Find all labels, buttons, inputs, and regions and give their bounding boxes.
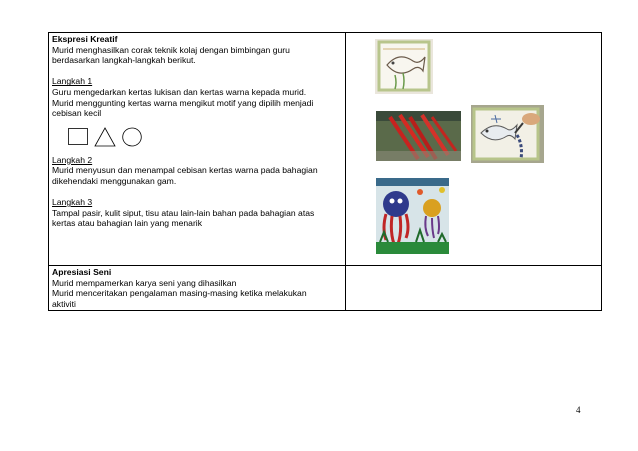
octopus-collage-photo bbox=[376, 178, 449, 254]
shape-icons bbox=[68, 127, 342, 147]
apresiasi-empty-cell bbox=[346, 266, 602, 311]
circle-icon bbox=[122, 127, 142, 147]
step-1-line: cebisan kecil bbox=[52, 108, 102, 119]
step-3-line: kertas atau bahagian lain yang menarik bbox=[52, 218, 203, 229]
apresiasi-line: Murid menceritakan pengalaman masing-masing ketika melakukan bbox=[52, 288, 307, 299]
step-1-line: Guru mengedarkan kertas lukisan dan kertas warna kepada murid. bbox=[52, 86, 307, 97]
apresiasi-text-cell bbox=[49, 266, 346, 311]
step-3-line: Tampal pasir, kulit siput, tisu atau lain-lain bahan pada bahagian atas bbox=[52, 207, 315, 218]
kreatif-text-cell bbox=[49, 33, 346, 266]
step-1-line: Murid menggunting kertas warna mengikut motif yang dipilih menjadi bbox=[52, 97, 314, 108]
fish-drawing-photo bbox=[375, 39, 433, 94]
red-paper-strips-photo bbox=[376, 111, 461, 161]
step-3-label: Langkah 3 bbox=[52, 197, 93, 208]
apresiasi-line: aktiviti bbox=[52, 298, 76, 309]
table-row bbox=[49, 266, 602, 311]
page-number: 4 bbox=[576, 405, 581, 415]
step-2-line: dikehendaki menggunakan gam. bbox=[52, 175, 177, 186]
fish-tracing-photo bbox=[471, 105, 544, 163]
kreatif-title: Ekspresi Kreatif bbox=[52, 34, 118, 44]
kreatif-intro-line: Murid menghasilkan corak teknik kolaj dengan bimbingan guru bbox=[52, 44, 290, 55]
square-icon bbox=[68, 128, 88, 145]
apresiasi-line: Murid mempamerkan karya seni yang dihasilkan bbox=[52, 277, 237, 288]
kreatif-photo-cell bbox=[346, 33, 602, 266]
apresiasi-title: Apresiasi Seni bbox=[52, 267, 112, 277]
step-2-line: Murid menyusun dan menampal cebisan kertas warna pada bahagian bbox=[52, 165, 318, 176]
triangle-icon bbox=[94, 127, 116, 147]
kreatif-intro-line: berdasarkan langkah-langkah berikut. bbox=[52, 55, 196, 66]
table-row bbox=[49, 33, 602, 266]
step-2-label: Langkah 2 bbox=[52, 154, 93, 165]
lesson-table bbox=[48, 32, 602, 311]
step-1-label: Langkah 1 bbox=[52, 76, 93, 87]
